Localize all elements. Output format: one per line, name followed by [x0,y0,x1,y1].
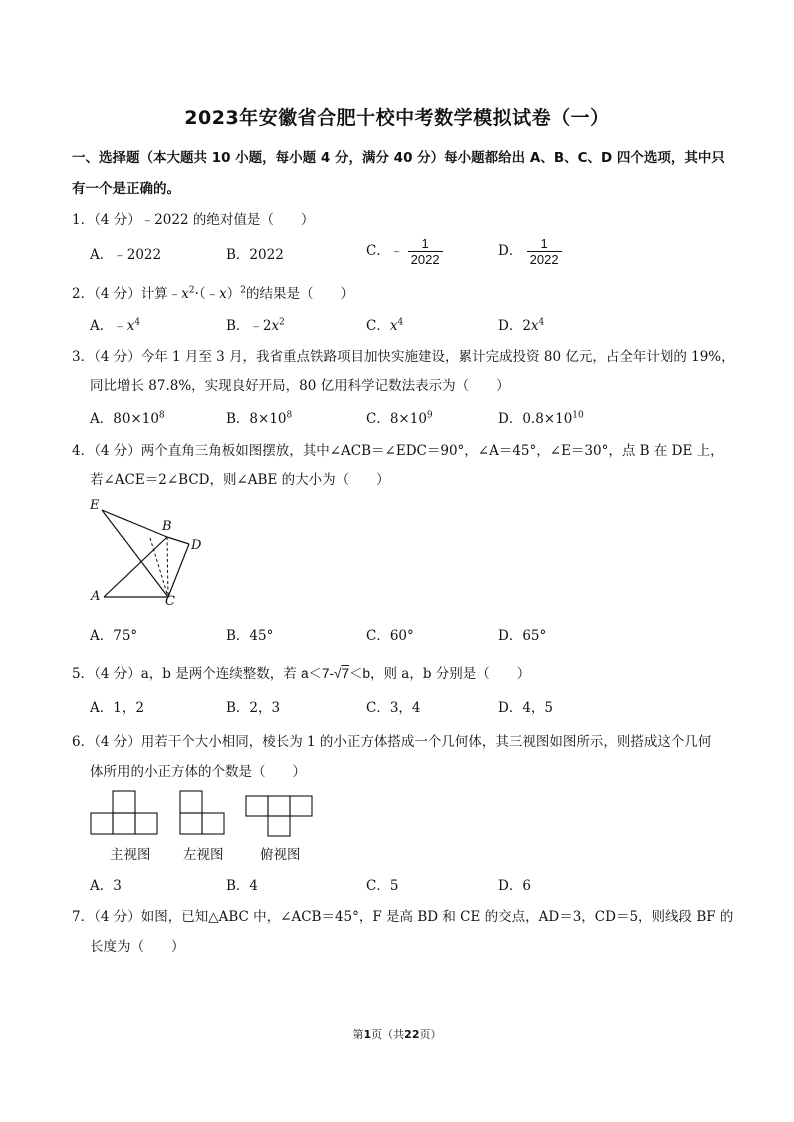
label-C: C [165,594,175,609]
front-view-diagram [90,788,160,836]
q3d-base: D．0.8×10 [498,411,573,427]
question-4-option-c: C．60° [366,628,414,644]
option-d-denominator: 2022 [529,252,559,267]
front-view-label: 主视图 [110,847,151,863]
top-view-diagram [244,794,316,838]
section-header-line2: 有一个是正确的。 [72,181,180,197]
top-view-label: 俯视图 [260,847,301,863]
footer-post: 页） [419,1028,442,1041]
label-E: E [90,498,100,513]
label-A: A [91,589,101,604]
q2-stem-exp1: 2 [188,285,195,296]
q2-stem-mid: ·（﹣ [194,286,220,302]
q2-stem-exp2: 2 [240,285,246,296]
edge-AB [104,537,167,597]
question-3-line2: 同比增长 87.8%，实现良好开局，80 亿用科学记数法表示为（ ） [90,378,510,394]
q2a-x: x [126,318,135,334]
q3c-exp: 9 [426,410,433,421]
left-view-diagram [178,788,228,836]
page-footer [0,1026,794,1042]
footer-pre: 第 [352,1028,364,1041]
question-2-option-a [90,314,140,334]
question-2-option-b [226,314,285,334]
q5-stem-pre: 5．（4 分）a，b 是两个连续整数，若 [72,666,301,682]
q3a-base: A．80×10 [90,411,159,427]
question-4-option-d: D．65° [498,628,547,644]
q2-stem-close: ） [226,286,241,302]
edge-dashed-2 [150,538,168,597]
question-2-option-d [498,314,544,334]
question-5-option-b: B．2，3 [226,700,281,716]
footer-mid: 页（共 [371,1028,405,1041]
question-3-option-c [366,407,433,427]
question-6-option-d: D．6 [498,878,531,894]
question-6-option-b: B．4 [226,878,259,894]
q5-seven: 7- [322,666,335,681]
q2d-x: x [530,318,539,334]
question-4-line2: 若∠ACE＝2∠BCD，则∠ABE 的大小为（ ） [90,472,390,488]
q2c-pre: C． [366,318,390,334]
question-5-option-c: C．3，4 [366,700,421,716]
q5-radicand: 7 [341,666,349,681]
page-title: 2023年安徽省合肥十校中考数学模拟试卷（一） [184,107,610,129]
q2-stem-x2: x [219,286,227,302]
question-1-stem: 1．（4 分）﹣2022 的绝对值是（ ） [72,212,315,228]
section-header-line1: 一、选择题（本大题共 10 小题，每小题 4 分，满分 40 分）每小题都给出 A、B、C、D 四个选项，其中只 [72,150,725,166]
q5-root-sign: √ [334,666,342,681]
question-2-stem [72,282,354,302]
question-3-option-b [226,407,292,427]
q2d-pre: D．2 [498,318,531,334]
q3c-base: C．8×10 [366,411,427,427]
footer-total-pages: 22 [404,1028,420,1041]
option-c-denominator: 2022 [410,252,440,267]
question-3-option-d [498,407,584,427]
q5-stem-post: ，则 a，b 分别是（ ） [369,666,531,682]
question-7-line1: 7．（4 分）如图，已知△ABC 中，∠ACB＝45°，F 是高 BD 和 CE 的交点，AD＝3，CD＝5，则线段 BF 的 [72,909,734,925]
question-3-line1: 3．（4 分）今年 1 月至 3 月，我省重点铁路项目加快实施建设，累计完成投资 80 亿元，占全年计划的 19%， [72,349,735,365]
q5-lt1: ＜ [308,666,323,681]
q2a-exp: 4 [134,317,141,328]
option-d-fraction [527,236,562,267]
q2c-x: x [389,318,398,334]
question-6-option-c: C．5 [366,878,399,894]
q2-stem-post: 的结果是（ ） [246,286,354,302]
question-4-line1: 4．（4 分）两个直角三角板如图摆放，其中∠ACB＝∠EDC＝90°，∠A＝45°，∠E＝30°，点 B 在 DE 上， [72,443,724,459]
label-D: D [191,538,202,553]
edge-DC [168,544,189,597]
edge-BC-dashed [167,537,168,597]
question-4-option-a: A．75° [90,628,138,644]
option-d-numerator: 1 [527,236,562,252]
q5-inequality [301,666,370,681]
edge-EC [102,510,168,597]
question-1-option-b: B．2022 [226,247,284,263]
question-5-stem [72,662,530,682]
option-c-numerator: 1 [408,236,443,252]
left-view-label: 左视图 [183,847,224,863]
q2b-x: x [271,318,280,334]
q5-lt2: ＜ [348,666,363,681]
q5-a: a [301,666,309,681]
q3b-base: B．8×10 [226,411,287,427]
q2-stem-pre: 2．（4 分）计算﹣ [72,286,182,302]
question-1-option-d [498,236,562,267]
question-1-option-c [366,236,443,267]
question-2-option-c [366,314,403,334]
label-B: B [162,519,172,534]
option-c-fraction [408,236,443,267]
question-6-line2: 体所用的小正方体的个数是（ ） [90,764,306,780]
question-4-triangle-figure [82,494,212,612]
q2-stem-x: x [181,286,189,302]
q2b-pre: B．﹣2 [226,318,272,334]
q3d-exp: 10 [572,410,584,421]
q2d-exp: 4 [538,317,545,328]
question-6-line1: 6．（4 分）用若干个大小相同，棱长为 1 的小正方体搭成一个几何体，其三视图如图所示，则搭成这个几何 [72,734,712,750]
option-d-prefix: D． [498,243,523,259]
question-5-option-a: A．1，2 [90,700,144,716]
q3a-exp: 8 [158,410,165,421]
q5-b: b [362,666,370,681]
q2b-exp: 2 [279,317,285,328]
q2a-pre: A．﹣ [90,318,127,334]
footer-page-number: 1 [363,1028,372,1041]
question-7-line2: 长度为（ ） [90,939,185,955]
question-1-option-a: A．﹣2022 [90,247,162,263]
option-c-prefix: C．﹣ [366,243,404,259]
q3b-exp: 8 [286,410,293,421]
question-3-option-a [90,407,165,427]
question-6-option-a: A．3 [90,878,122,894]
question-4-option-b: B．45° [226,628,274,644]
edge-BD [167,537,189,544]
question-5-option-d: D．4，5 [498,700,554,716]
q2c-exp: 4 [397,317,404,328]
